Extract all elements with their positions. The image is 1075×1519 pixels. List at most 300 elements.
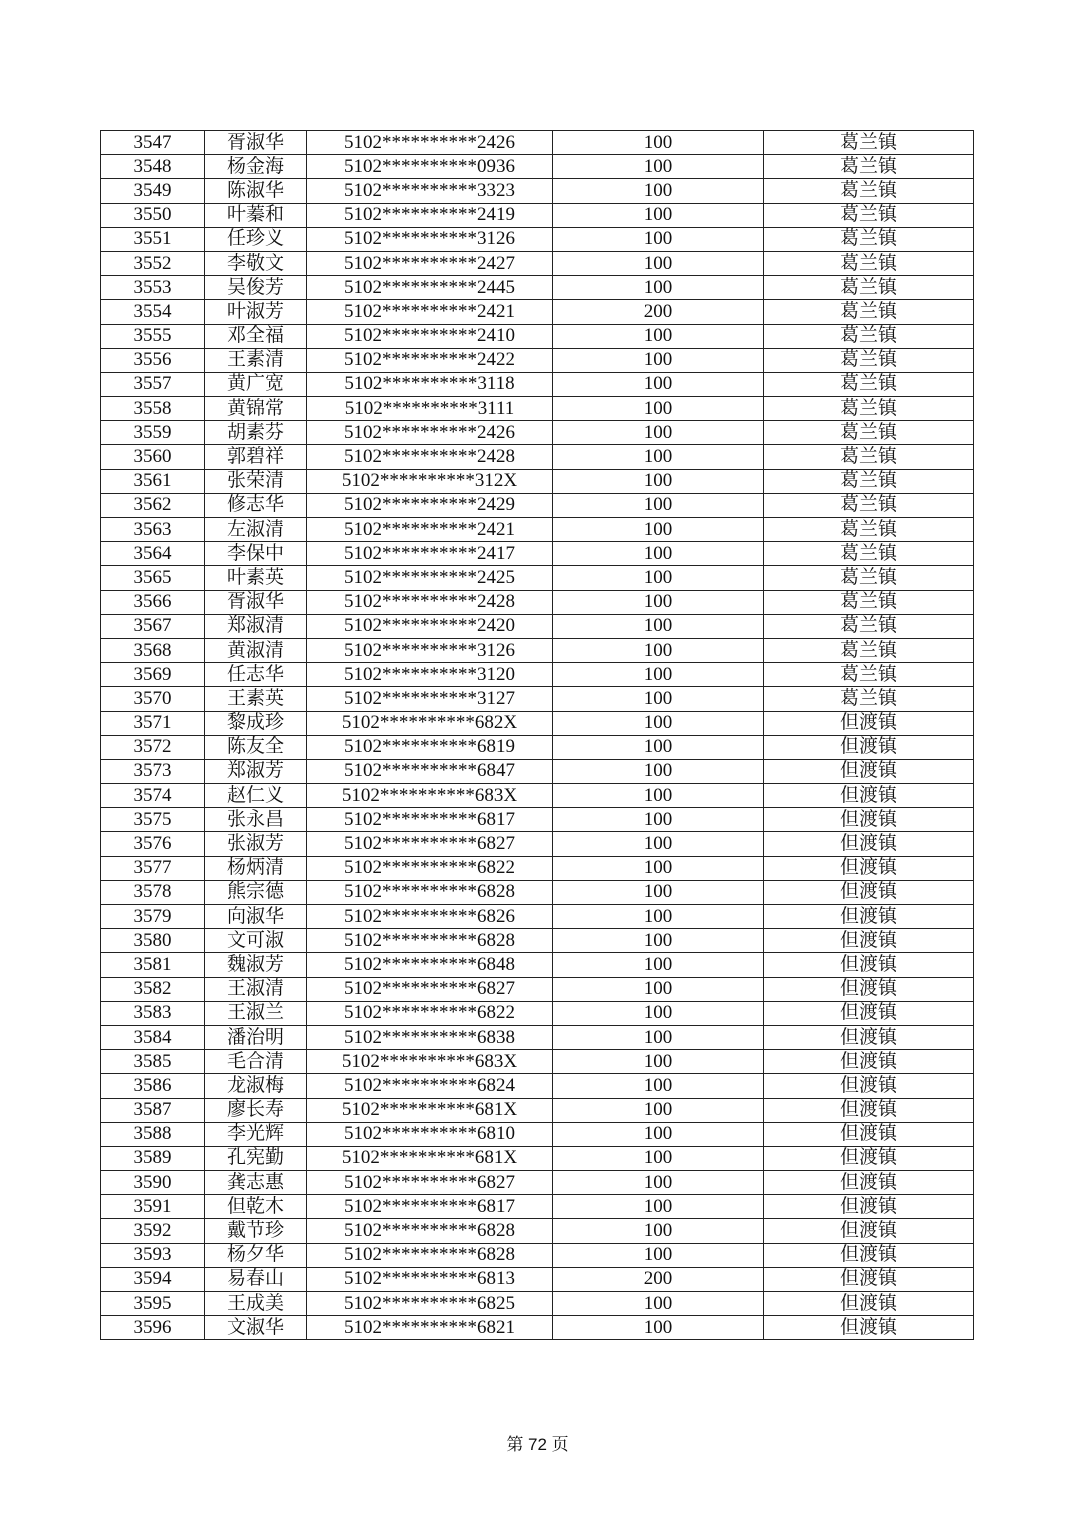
town-cell: 但渡镇 [764, 1001, 974, 1025]
roster-table-body [101, 131, 974, 1340]
amount-cell: 100 [553, 1146, 764, 1170]
amount-cell: 100 [553, 1292, 764, 1316]
name-cell: 杨金海 [205, 155, 307, 179]
name-cell: 郑淑清 [205, 614, 307, 638]
table-row [101, 1267, 974, 1291]
town-cell: 但渡镇 [764, 1050, 974, 1074]
row-number-cell: 3565 [101, 566, 205, 590]
amount-cell: 100 [553, 808, 764, 832]
town-cell: 葛兰镇 [764, 638, 974, 662]
table-row [101, 397, 974, 421]
town-cell: 葛兰镇 [764, 542, 974, 566]
town-cell: 葛兰镇 [764, 324, 974, 348]
amount-cell: 100 [553, 856, 764, 880]
name-cell: 王素清 [205, 348, 307, 372]
id-number-cell: 5102**********6828 [307, 929, 553, 953]
name-cell: 戴节珍 [205, 1219, 307, 1243]
town-cell: 葛兰镇 [764, 348, 974, 372]
town-cell: 葛兰镇 [764, 276, 974, 300]
name-cell: 王淑清 [205, 977, 307, 1001]
town-cell: 但渡镇 [764, 808, 974, 832]
name-cell: 李敬文 [205, 251, 307, 275]
id-number-cell: 5102**********6810 [307, 1122, 553, 1146]
id-number-cell: 5102**********6827 [307, 832, 553, 856]
row-number-cell: 3579 [101, 905, 205, 929]
table-row [101, 1195, 974, 1219]
name-cell: 赵仁义 [205, 784, 307, 808]
row-number-cell: 3583 [101, 1001, 205, 1025]
table-row [101, 542, 974, 566]
table-row [101, 929, 974, 953]
town-cell: 但渡镇 [764, 832, 974, 856]
id-number-cell: 5102**********681X [307, 1146, 553, 1170]
amount-cell: 100 [553, 880, 764, 904]
name-cell: 陈友全 [205, 735, 307, 759]
town-cell: 但渡镇 [764, 1171, 974, 1195]
row-number-cell: 3590 [101, 1171, 205, 1195]
table-row [101, 493, 974, 517]
name-cell: 潘治明 [205, 1025, 307, 1049]
row-number-cell: 3552 [101, 251, 205, 275]
town-cell: 但渡镇 [764, 759, 974, 783]
id-number-cell: 5102**********682X [307, 711, 553, 735]
amount-cell: 100 [553, 324, 764, 348]
town-cell: 但渡镇 [764, 1146, 974, 1170]
name-cell: 但乾木 [205, 1195, 307, 1219]
row-number-cell: 3575 [101, 808, 205, 832]
amount-cell: 100 [553, 1171, 764, 1195]
name-cell: 文淑华 [205, 1316, 307, 1340]
row-number-cell: 3571 [101, 711, 205, 735]
amount-cell: 100 [553, 1243, 764, 1267]
town-cell: 葛兰镇 [764, 421, 974, 445]
row-number-cell: 3554 [101, 300, 205, 324]
name-cell: 龙淑梅 [205, 1074, 307, 1098]
name-cell: 叶素英 [205, 566, 307, 590]
row-number-cell: 3561 [101, 469, 205, 493]
table-row [101, 300, 974, 324]
name-cell: 任志华 [205, 663, 307, 687]
id-number-cell: 5102**********2426 [307, 421, 553, 445]
row-number-cell: 3576 [101, 832, 205, 856]
subsidy-roster-table [100, 130, 974, 1340]
amount-cell: 100 [553, 421, 764, 445]
name-cell: 王素英 [205, 687, 307, 711]
id-number-cell: 5102**********3323 [307, 179, 553, 203]
row-number-cell: 3566 [101, 590, 205, 614]
id-number-cell: 5102**********683X [307, 1050, 553, 1074]
amount-cell: 100 [553, 1098, 764, 1122]
amount-cell: 100 [553, 1122, 764, 1146]
row-number-cell: 3581 [101, 953, 205, 977]
table-row [101, 1050, 974, 1074]
table-row [101, 614, 974, 638]
table-row [101, 1219, 974, 1243]
amount-cell: 100 [553, 1001, 764, 1025]
town-cell: 但渡镇 [764, 977, 974, 1001]
id-number-cell: 5102**********6828 [307, 880, 553, 904]
table-row [101, 1146, 974, 1170]
amount-cell: 100 [553, 905, 764, 929]
table-row [101, 566, 974, 590]
row-number-cell: 3573 [101, 759, 205, 783]
amount-cell: 200 [553, 1267, 764, 1291]
table-row [101, 711, 974, 735]
name-cell: 李保中 [205, 542, 307, 566]
id-number-cell: 5102**********6847 [307, 759, 553, 783]
name-cell: 黄淑清 [205, 638, 307, 662]
town-cell: 葛兰镇 [764, 687, 974, 711]
amount-cell: 100 [553, 1050, 764, 1074]
row-number-cell: 3593 [101, 1243, 205, 1267]
amount-cell: 100 [553, 518, 764, 542]
town-cell: 葛兰镇 [764, 203, 974, 227]
id-number-cell: 5102**********6826 [307, 905, 553, 929]
amount-cell: 200 [553, 300, 764, 324]
id-number-cell: 5102**********683X [307, 784, 553, 808]
amount-cell: 100 [553, 687, 764, 711]
id-number-cell: 5102**********6822 [307, 1001, 553, 1025]
amount-cell: 100 [553, 614, 764, 638]
table-row [101, 856, 974, 880]
table-row [101, 227, 974, 251]
name-cell: 黄广宽 [205, 372, 307, 396]
amount-cell: 100 [553, 711, 764, 735]
amount-cell: 100 [553, 227, 764, 251]
town-cell: 葛兰镇 [764, 445, 974, 469]
table-row [101, 977, 974, 1001]
town-cell: 但渡镇 [764, 1316, 974, 1340]
town-cell: 葛兰镇 [764, 131, 974, 155]
name-cell: 郑淑芳 [205, 759, 307, 783]
name-cell: 易春山 [205, 1267, 307, 1291]
table-row [101, 1316, 974, 1340]
amount-cell: 100 [553, 179, 764, 203]
amount-cell: 100 [553, 493, 764, 517]
name-cell: 王淑兰 [205, 1001, 307, 1025]
id-number-cell: 5102**********6821 [307, 1316, 553, 1340]
row-number-cell: 3580 [101, 929, 205, 953]
name-cell: 向淑华 [205, 905, 307, 929]
table-row [101, 953, 974, 977]
id-number-cell: 5102**********6828 [307, 1219, 553, 1243]
name-cell: 张永昌 [205, 808, 307, 832]
table-row [101, 469, 974, 493]
id-number-cell: 5102**********6827 [307, 1171, 553, 1195]
row-number-cell: 3569 [101, 663, 205, 687]
amount-cell: 100 [553, 542, 764, 566]
town-cell: 但渡镇 [764, 905, 974, 929]
name-cell: 邓全福 [205, 324, 307, 348]
row-number-cell: 3592 [101, 1219, 205, 1243]
table-row [101, 1098, 974, 1122]
row-number-cell: 3562 [101, 493, 205, 517]
town-cell: 但渡镇 [764, 735, 974, 759]
town-cell: 但渡镇 [764, 1267, 974, 1291]
row-number-cell: 3551 [101, 227, 205, 251]
amount-cell: 100 [553, 590, 764, 614]
table-row [101, 1243, 974, 1267]
id-number-cell: 5102**********2422 [307, 348, 553, 372]
row-number-cell: 3586 [101, 1074, 205, 1098]
town-cell: 葛兰镇 [764, 397, 974, 421]
table-row [101, 518, 974, 542]
id-number-cell: 5102**********3120 [307, 663, 553, 687]
name-cell: 吴俊芳 [205, 276, 307, 300]
row-number-cell: 3596 [101, 1316, 205, 1340]
town-cell: 但渡镇 [764, 1243, 974, 1267]
name-cell: 张荣清 [205, 469, 307, 493]
town-cell: 但渡镇 [764, 856, 974, 880]
row-number-cell: 3558 [101, 397, 205, 421]
town-cell: 葛兰镇 [764, 518, 974, 542]
town-cell: 葛兰镇 [764, 469, 974, 493]
id-number-cell: 5102**********6817 [307, 808, 553, 832]
amount-cell: 100 [553, 784, 764, 808]
table-row [101, 832, 974, 856]
row-number-cell: 3553 [101, 276, 205, 300]
table-row [101, 784, 974, 808]
amount-cell: 100 [553, 445, 764, 469]
name-cell: 杨炳清 [205, 856, 307, 880]
row-number-cell: 3557 [101, 372, 205, 396]
name-cell: 黄锦常 [205, 397, 307, 421]
row-number-cell: 3563 [101, 518, 205, 542]
name-cell: 左淑清 [205, 518, 307, 542]
name-cell: 毛合清 [205, 1050, 307, 1074]
amount-cell: 100 [553, 663, 764, 687]
name-cell: 龚志惠 [205, 1171, 307, 1195]
name-cell: 熊宗德 [205, 880, 307, 904]
town-cell: 葛兰镇 [764, 251, 974, 275]
amount-cell: 100 [553, 1195, 764, 1219]
id-number-cell: 5102**********6825 [307, 1292, 553, 1316]
amount-cell: 100 [553, 1074, 764, 1098]
row-number-cell: 3556 [101, 348, 205, 372]
id-number-cell: 5102**********2417 [307, 542, 553, 566]
id-number-cell: 5102**********2429 [307, 493, 553, 517]
row-number-cell: 3560 [101, 445, 205, 469]
town-cell: 但渡镇 [764, 1195, 974, 1219]
id-number-cell: 5102**********6822 [307, 856, 553, 880]
name-cell: 修志华 [205, 493, 307, 517]
row-number-cell: 3567 [101, 614, 205, 638]
town-cell: 但渡镇 [764, 1074, 974, 1098]
id-number-cell: 5102**********2445 [307, 276, 553, 300]
id-number-cell: 5102**********2427 [307, 251, 553, 275]
row-number-cell: 3577 [101, 856, 205, 880]
table-row [101, 372, 974, 396]
row-number-cell: 3568 [101, 638, 205, 662]
id-number-cell: 5102**********6819 [307, 735, 553, 759]
amount-cell: 100 [553, 397, 764, 421]
town-cell: 葛兰镇 [764, 179, 974, 203]
id-number-cell: 5102**********3118 [307, 372, 553, 396]
id-number-cell: 5102**********6824 [307, 1074, 553, 1098]
table-row [101, 1001, 974, 1025]
name-cell: 胥淑华 [205, 590, 307, 614]
town-cell: 但渡镇 [764, 784, 974, 808]
table-row [101, 905, 974, 929]
amount-cell: 100 [553, 469, 764, 493]
town-cell: 但渡镇 [764, 1098, 974, 1122]
amount-cell: 100 [553, 566, 764, 590]
town-cell: 葛兰镇 [764, 663, 974, 687]
row-number-cell: 3548 [101, 155, 205, 179]
table-row [101, 276, 974, 300]
town-cell: 葛兰镇 [764, 493, 974, 517]
town-cell: 但渡镇 [764, 711, 974, 735]
name-cell: 李光辉 [205, 1122, 307, 1146]
table-row [101, 155, 974, 179]
row-number-cell: 3549 [101, 179, 205, 203]
table-row [101, 808, 974, 832]
table-row [101, 638, 974, 662]
table-row [101, 324, 974, 348]
amount-cell: 100 [553, 1025, 764, 1049]
table-row [101, 348, 974, 372]
amount-cell: 100 [553, 929, 764, 953]
table-row [101, 735, 974, 759]
name-cell: 陈淑华 [205, 179, 307, 203]
id-number-cell: 5102**********2421 [307, 300, 553, 324]
row-number-cell: 3589 [101, 1146, 205, 1170]
row-number-cell: 3591 [101, 1195, 205, 1219]
row-number-cell: 3547 [101, 131, 205, 155]
id-number-cell: 5102**********2410 [307, 324, 553, 348]
id-number-cell: 5102**********6828 [307, 1243, 553, 1267]
amount-cell: 100 [553, 203, 764, 227]
town-cell: 葛兰镇 [764, 590, 974, 614]
table-row [101, 1292, 974, 1316]
page-number: 第 72 页 [506, 1435, 569, 1454]
table-row [101, 445, 974, 469]
name-cell: 任珍义 [205, 227, 307, 251]
table-row [101, 1171, 974, 1195]
town-cell: 但渡镇 [764, 1025, 974, 1049]
row-number-cell: 3559 [101, 421, 205, 445]
amount-cell: 100 [553, 1316, 764, 1340]
id-number-cell: 5102**********2428 [307, 445, 553, 469]
name-cell: 胡素芬 [205, 421, 307, 445]
name-cell: 廖长寿 [205, 1098, 307, 1122]
row-number-cell: 3588 [101, 1122, 205, 1146]
id-number-cell: 5102**********0936 [307, 155, 553, 179]
row-number-cell: 3594 [101, 1267, 205, 1291]
town-cell: 葛兰镇 [764, 300, 974, 324]
id-number-cell: 5102**********3126 [307, 227, 553, 251]
name-cell: 胥淑华 [205, 131, 307, 155]
amount-cell: 100 [553, 372, 764, 396]
row-number-cell: 3578 [101, 880, 205, 904]
table-row [101, 1122, 974, 1146]
amount-cell: 100 [553, 832, 764, 856]
row-number-cell: 3574 [101, 784, 205, 808]
name-cell: 杨夕华 [205, 1243, 307, 1267]
name-cell: 王成美 [205, 1292, 307, 1316]
row-number-cell: 3587 [101, 1098, 205, 1122]
amount-cell: 100 [553, 276, 764, 300]
amount-cell: 100 [553, 977, 764, 1001]
town-cell: 但渡镇 [764, 953, 974, 977]
id-number-cell: 5102**********681X [307, 1098, 553, 1122]
table-row [101, 421, 974, 445]
table-row [101, 687, 974, 711]
town-cell: 但渡镇 [764, 929, 974, 953]
amount-cell: 100 [553, 953, 764, 977]
row-number-cell: 3585 [101, 1050, 205, 1074]
row-number-cell: 3595 [101, 1292, 205, 1316]
town-cell: 葛兰镇 [764, 614, 974, 638]
id-number-cell: 5102**********3127 [307, 687, 553, 711]
row-number-cell: 3582 [101, 977, 205, 1001]
id-number-cell: 5102**********2419 [307, 203, 553, 227]
table-row [101, 1074, 974, 1098]
id-number-cell: 5102**********6813 [307, 1267, 553, 1291]
amount-cell: 100 [553, 759, 764, 783]
amount-cell: 100 [553, 131, 764, 155]
town-cell: 葛兰镇 [764, 372, 974, 396]
name-cell: 张淑芳 [205, 832, 307, 856]
name-cell: 黎成珍 [205, 711, 307, 735]
row-number-cell: 3572 [101, 735, 205, 759]
id-number-cell: 5102**********2421 [307, 518, 553, 542]
amount-cell: 100 [553, 348, 764, 372]
town-cell: 但渡镇 [764, 880, 974, 904]
town-cell: 葛兰镇 [764, 227, 974, 251]
table-row [101, 1025, 974, 1049]
id-number-cell: 5102**********3111 [307, 397, 553, 421]
amount-cell: 100 [553, 155, 764, 179]
name-cell: 文可淑 [205, 929, 307, 953]
table-row [101, 880, 974, 904]
name-cell: 叶淑芳 [205, 300, 307, 324]
row-number-cell: 3570 [101, 687, 205, 711]
amount-cell: 100 [553, 1219, 764, 1243]
table-row [101, 759, 974, 783]
id-number-cell: 5102**********6848 [307, 953, 553, 977]
table-row [101, 203, 974, 227]
table-row [101, 590, 974, 614]
table-row [101, 179, 974, 203]
row-number-cell: 3555 [101, 324, 205, 348]
name-cell: 叶蓁和 [205, 203, 307, 227]
id-number-cell: 5102**********6838 [307, 1025, 553, 1049]
name-cell: 魏淑芳 [205, 953, 307, 977]
id-number-cell: 5102**********2420 [307, 614, 553, 638]
row-number-cell: 3564 [101, 542, 205, 566]
id-number-cell: 5102**********6827 [307, 977, 553, 1001]
id-number-cell: 5102**********6817 [307, 1195, 553, 1219]
amount-cell: 100 [553, 251, 764, 275]
id-number-cell: 5102**********2428 [307, 590, 553, 614]
row-number-cell: 3584 [101, 1025, 205, 1049]
town-cell: 但渡镇 [764, 1292, 974, 1316]
name-cell: 孔宪勤 [205, 1146, 307, 1170]
table-row [101, 131, 974, 155]
id-number-cell: 5102**********3126 [307, 638, 553, 662]
town-cell: 葛兰镇 [764, 566, 974, 590]
name-cell: 郭碧祥 [205, 445, 307, 469]
town-cell: 但渡镇 [764, 1122, 974, 1146]
amount-cell: 100 [553, 735, 764, 759]
town-cell: 葛兰镇 [764, 155, 974, 179]
id-number-cell: 5102**********2426 [307, 131, 553, 155]
table-row [101, 663, 974, 687]
row-number-cell: 3550 [101, 203, 205, 227]
table-row [101, 251, 974, 275]
amount-cell: 100 [553, 638, 764, 662]
